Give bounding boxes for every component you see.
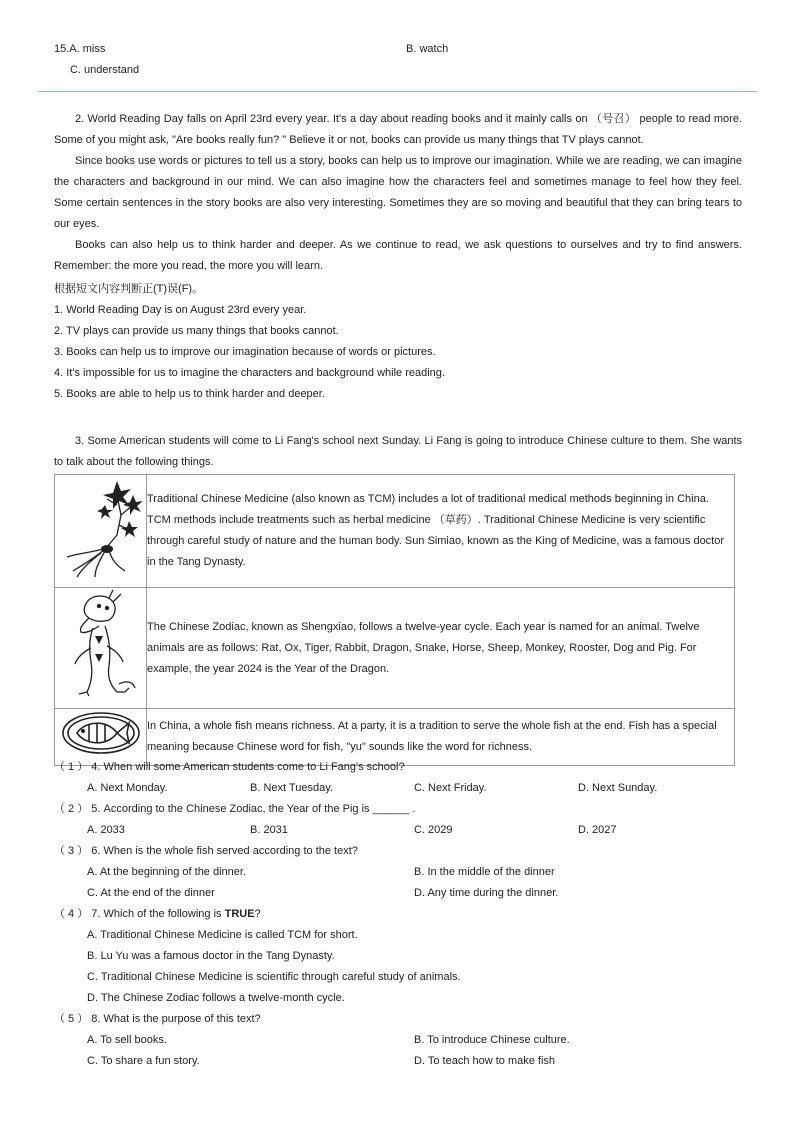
question-number: （ 1 ） — [54, 761, 89, 773]
answer-option: B. In the middle of the dinner — [414, 866, 555, 878]
question-stem: 4. When will some American students come to Li Fang's school? — [91, 761, 405, 773]
answer-option: D. The Chinese Zodiac follows a twelve-month cycle. — [87, 992, 345, 1004]
question-stem: 7. Which of the following is — [91, 908, 225, 920]
passage3-intro — [54, 431, 742, 473]
section-divider — [38, 91, 757, 92]
table-row — [55, 588, 735, 709]
answer-option: C. 2029 — [414, 824, 453, 836]
question-7 — [54, 907, 261, 921]
tf-statement: 2. TV plays can provide us many things that books cannot. — [54, 325, 339, 337]
answer-option: C. To share a fun story. — [87, 1055, 200, 1067]
dragon-icon — [55, 588, 147, 709]
answer-option: D. Next Sunday. — [578, 782, 658, 794]
answer-option: A. Next Monday. — [87, 782, 168, 794]
herb-plant-icon — [55, 475, 147, 588]
answer-option: D. To teach how to make fish — [414, 1055, 556, 1067]
question-8 — [54, 1012, 261, 1026]
answer-option: B. Next Tuesday. — [250, 782, 333, 794]
passage2 — [54, 109, 742, 277]
passage2-paragraph-3: Books can also help us to think harder and deeper. As we continue to read, we ask questions to ourselves and try to find answers. Remember: the more you read, the more you will learn. — [54, 239, 742, 272]
answer-option: A. At the beginning of the dinner. — [87, 866, 247, 878]
tf-statement: 4. It's impossible for us to imagine the characters and background while reading. — [54, 367, 445, 379]
zodiac-description: The Chinese Zodiac, known as Shengxiao, follows a twelve-year cycle. Each year is named for an animal. Twelve animals are as follows: Rat, Ox, Tiger, Rabbit, Dragon, Snake, Horse, Sheep, Monkey, Rooster, Dog and Pig. For example, the year 2024 is the Year of the Dragon. — [147, 588, 735, 709]
culture-table — [54, 474, 735, 766]
answer-option: A. To sell books. — [87, 1034, 167, 1046]
q15-option-b: B. watch — [406, 43, 449, 55]
q15-option-c: C. understand — [70, 64, 140, 76]
question-stem: 5. According to the Chinese Zodiac, the Year of the Pig is ______ . — [91, 803, 416, 815]
question-stem: 8. What is the purpose of this text? — [91, 1013, 261, 1025]
answer-option: B. 2031 — [250, 824, 288, 836]
answer-option: C. Next Friday. — [414, 782, 487, 794]
q15-option-a: 15.A. miss — [54, 43, 106, 55]
question-6 — [54, 844, 358, 858]
question-4 — [54, 760, 405, 774]
question-stem-bold: TRUE — [224, 908, 255, 920]
answer-option: C. Traditional Chinese Medicine is scientific through careful study of animals. — [87, 971, 461, 983]
tf-instruction: 根据短文内容判断正(T)误(F)。 — [54, 283, 204, 295]
answer-option: A. Traditional Chinese Medicine is called TCM for short. — [87, 929, 358, 941]
answer-option: B. Lu Yu was a famous doctor in the Tang Dynasty. — [87, 950, 335, 962]
fish-plate-icon — [55, 709, 147, 766]
tcm-description: Traditional Chinese Medicine (also known as TCM) includes a lot of traditional medical methods beginning in China. TCM methods include treatments such as herbal medicine （草药）. Traditional Chinese Medicine is very scientific through careful study of nature and the human body. Sun Simiao, known as the King of Medicine, was a famous doctor in the Tang Dynasty. — [147, 475, 735, 588]
question-stem: 6. When is the whole fish served according to the text? — [91, 845, 358, 857]
answer-option: C. At the end of the dinner — [87, 887, 215, 899]
answer-option: D. Any time during the dinner. — [414, 887, 559, 899]
question-number: （ 2 ） — [54, 803, 89, 815]
answer-option: B. To introduce Chinese culture. — [414, 1034, 570, 1046]
passage2-paragraph-1: 2. World Reading Day falls on April 23rd every year. It's a day about reading books and it mainly calls on （号召） people to read more. Some of you might ask, "Are books really fun? " Believe it or not, books can provide us many things that TV plays cannot. — [54, 113, 742, 146]
question-number: （ 5 ） — [54, 1013, 89, 1025]
question-5 — [54, 802, 415, 816]
answer-option: A. 2033 — [87, 824, 125, 836]
table-row — [55, 709, 735, 766]
tf-statement: 3. Books can help us to improve our imagination because of words or pictures. — [54, 346, 436, 358]
passage3-intro-text: 3. Some American students will come to Li Fang's school next Sunday. Li Fang is going to introduce Chinese culture to them. She wants to talk about the following things. — [54, 435, 742, 468]
question-number: （ 3 ） — [54, 845, 89, 857]
answer-option: D. 2027 — [578, 824, 617, 836]
tf-statement: 5. Books are able to help us to think harder and deeper. — [54, 388, 325, 400]
tf-statement: 1. World Reading Day is on August 23rd every year. — [54, 304, 307, 316]
question-number: （ 4 ） — [54, 908, 89, 920]
table-row — [55, 475, 735, 588]
fish-description: In China, a whole fish means richness. At a party, it is a tradition to serve the whole fish at the end. Fish has a special meaning because Chinese word for fish, "yu" sounds like the word for richness. — [147, 709, 735, 766]
passage2-paragraph-2: Since books use words or pictures to tell us a story, books can help us to improve our imagination. While we are reading, we can imagine the characters and background in our mind. We can also imagine how the characters feel and sometimes manage to feel how they feel. Some certain sentences in the story books are also very interesting. Sometimes they are so moving and beautiful that they can bring tears to our eyes. — [54, 155, 742, 230]
question-stem-end: ? — [254, 908, 261, 920]
